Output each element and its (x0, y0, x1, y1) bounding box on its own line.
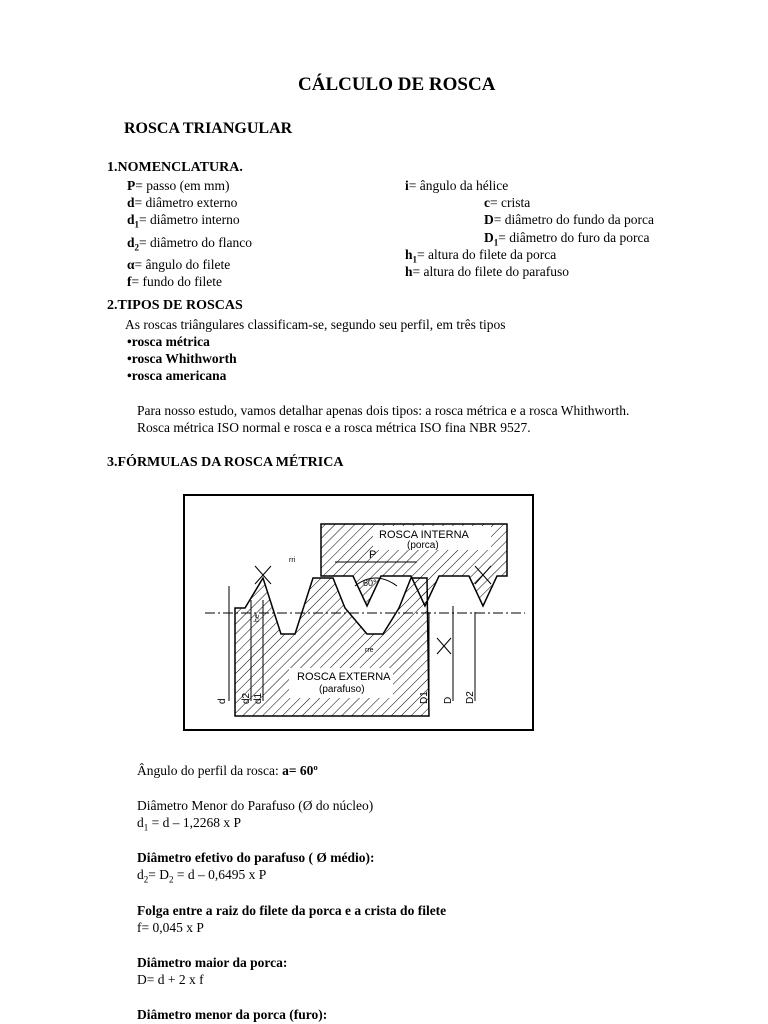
thread-profile-diagram (183, 494, 534, 731)
dim-D1: D1 (419, 691, 430, 704)
dim-d1: d1 (253, 692, 264, 704)
section-heading-formulas: 3.FÓRMULAS DA ROSCA MÉTRICA (107, 455, 344, 470)
external-thread-label: ROSCA EXTERNA (297, 671, 391, 683)
dim-d: d (217, 698, 228, 704)
nomenclature-item: α= ângulo do filete (127, 257, 231, 273)
internal-thread-sublabel: (porca) (407, 540, 439, 551)
section-heading-nomenclature: 1.NOMENCLATURA. (107, 160, 243, 175)
subtitle: ROSCA TRIANGULAR (124, 120, 293, 137)
minor-diameter-label: Diâmetro Menor do Parafuso (Ø do núcleo) (137, 798, 374, 813)
minor-diameter-formula: $d_1 = d - 1,2268$ x P (137, 815, 241, 833)
nomenclature-item: $h_1=$ altura do filete da porca (405, 247, 557, 265)
dim-he: he (254, 614, 261, 622)
pitch-label: P (369, 549, 377, 561)
page-title: CÁLCULO DE ROSCA (298, 74, 496, 95)
effective-diameter-formula: $d_2= D_2 = d - 0,6495$ x P (137, 867, 267, 885)
nomenclature-item: h= altura do filete do parafuso (405, 264, 569, 279)
nomenclature-item: d= diâmetro externo (127, 195, 238, 210)
nomenclature-left-list (127, 177, 252, 290)
gap-formula: f= 0,045 x P (137, 920, 204, 935)
internal-thread-label: ROSCA INTERNA (379, 529, 469, 541)
list-item: •rosca americana (127, 368, 227, 383)
types-note: Para nosso estudo, vamos detalhar apenas dois tipos: a rosca métrica e a rosca Whithworth. (137, 403, 630, 418)
rre-label: rre (365, 647, 374, 654)
types-note: Rosca métrica ISO normal e rosca e a rosca métrica ISO fina NBR 9527. (137, 420, 531, 435)
types-intro: As roscas triângulares classificam-se, segundo seu perfil, em três tipos (125, 317, 506, 332)
nomenclature-item: P= passo (em mm) (127, 178, 230, 193)
nomenclature-item: D= diâmetro do fundo da porca (484, 212, 654, 227)
minor-nut-diameter-label: Diâmetro menor da porca (furo): (137, 1007, 328, 1022)
list-item: •rosca Whithworth (127, 351, 237, 366)
dim-D2: D2 (465, 691, 476, 704)
rri-label: rri (289, 557, 296, 564)
types-list (127, 333, 237, 384)
external-thread-sublabel: (parafuso) (319, 684, 365, 695)
angle-label: 60° (363, 578, 377, 588)
major-nut-diameter-label: Diâmetro maior da porca: (137, 955, 288, 970)
major-nut-diameter-formula: D= d + 2 x f (137, 972, 204, 987)
dim-D: D (443, 696, 454, 704)
nomenclature-item: i= ângulo da hélice (405, 178, 509, 193)
dim-d2: d2 (241, 692, 252, 704)
nomenclature-item: c= crista (484, 195, 531, 210)
section-heading-types: 2.TIPOS DE ROSCAS (107, 298, 243, 313)
angle-profile: Ângulo do perfil da rosca: a= 60º (137, 763, 318, 778)
gap-label: Folga entre a raiz do filete da porca e a crista do filete (137, 903, 447, 918)
nomenclature-item: $D_1=$ diâmetro do furo da porca (484, 230, 650, 248)
list-item: •rosca métrica (127, 334, 210, 349)
nomenclature-item: $d_1=$ diâmetro interno (127, 212, 240, 230)
nomenclature-item: $d_2=$ diâmetro do flanco (127, 234, 252, 253)
effective-diameter-label: Diâmetro efetivo do parafuso ( Ø médio): (137, 850, 375, 865)
nomenclature-item: f= fundo do filete (127, 274, 222, 290)
